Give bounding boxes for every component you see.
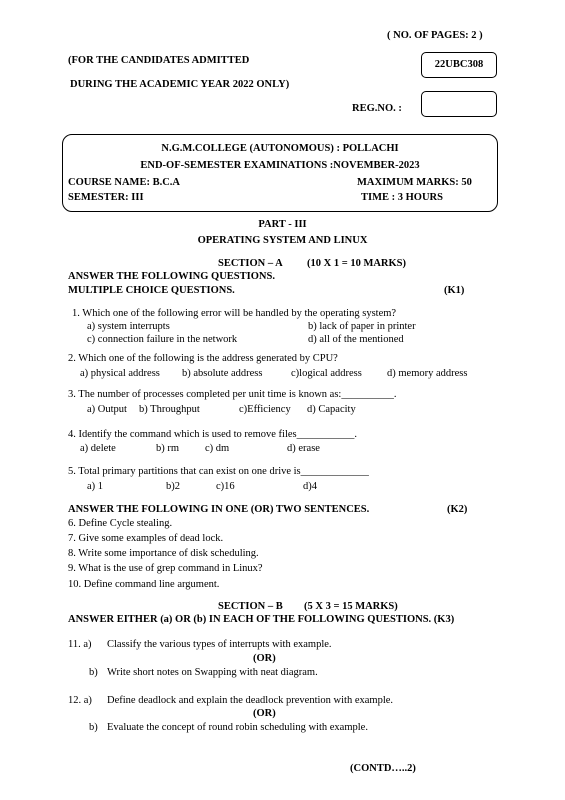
question-12a: Define deadlock and explain the deadlock prevention with example. <box>107 695 394 706</box>
k1-label: (K1) <box>444 285 465 296</box>
continued-footer: (CONTD…..2) <box>350 763 416 774</box>
question-7: 7. Give some examples of dead lock. <box>68 533 224 544</box>
exam-title: END-OF-SEMESTER EXAMINATIONS :NOVEMBER-2023 <box>140 160 420 171</box>
question-11-number: 11. a) <box>68 639 92 650</box>
q3-option-d: d) Capacity <box>307 404 356 415</box>
question-6: 6. Define Cycle stealing. <box>68 518 173 529</box>
question-8: 8. Write some importance of disk scheduling. <box>68 548 259 559</box>
part-title: PART - III <box>258 219 307 230</box>
question-2: 2. Which one of the following is the address generated by CPU? <box>68 353 338 364</box>
section-b-instruction: ANSWER EITHER (a) OR (b) IN EACH OF THE FOLLOWING QUESTIONS. (K3) <box>68 614 455 625</box>
question-3: 3. The number of processes completed per unit time is known as:__________. <box>68 389 397 400</box>
question-9: 9. What is the use of grep command in Linux? <box>68 563 263 574</box>
or-separator-1: (OR) <box>253 653 276 664</box>
q4-option-b: b) rm <box>156 443 180 454</box>
semester: SEMESTER: III <box>68 192 144 203</box>
question-12b: Evaluate the concept of round robin scheduling with example. <box>107 722 368 733</box>
question-12-number: 12. a) <box>68 695 92 706</box>
subject-code: 22UBC308 <box>434 59 484 70</box>
regno-field[interactable] <box>421 91 497 117</box>
q1-option-c: c) connection failure in the network <box>87 334 238 345</box>
question-11b-label: b) <box>89 667 98 678</box>
candidates-line-2: DURING THE ACADEMIC YEAR 2022 ONLY) <box>70 79 290 90</box>
or-separator-2: (OR) <box>253 708 276 719</box>
k2-label: (K2) <box>447 504 468 515</box>
section-a-instruction-3: ANSWER THE FOLLOWING IN ONE (OR) TWO SENTENCES. <box>68 504 370 515</box>
q5-option-d: d)4 <box>303 481 317 492</box>
q1-option-d: d) all of the mentioned <box>308 334 404 345</box>
question-1: 1. Which one of the following error will be handled by the operating system? <box>72 308 397 319</box>
question-12b-label: b) <box>89 722 98 733</box>
q4-option-a: a) delete <box>80 443 116 454</box>
q2-option-b: b) absolute address <box>182 368 263 379</box>
section-a-instruction-1: ANSWER THE FOLLOWING QUESTIONS. <box>68 271 275 282</box>
q2-option-a: a) physical address <box>80 368 160 379</box>
q2-option-d: d) memory address <box>387 368 468 379</box>
q5-option-b: b)2 <box>166 481 180 492</box>
q4-option-c: c) dm <box>205 443 230 454</box>
section-a-title: SECTION – A <box>218 258 283 269</box>
max-marks: MAXIMUM MARKS: 50 <box>357 177 472 188</box>
regno-label: REG.NO. : <box>352 103 402 114</box>
college-name: N.G.M.COLLEGE (AUTONOMOUS) : POLLACHI <box>161 143 399 154</box>
subject-title: OPERATING SYSTEM AND LINUX <box>197 235 368 246</box>
question-5: 5. Total primary partitions that can exist on one drive is_____________ <box>68 466 369 477</box>
section-a-marks: (10 X 1 = 10 MARKS) <box>307 258 407 269</box>
q3-option-b: b) Throughput <box>139 404 200 415</box>
question-10: 10. Define command line argument. <box>68 579 220 590</box>
exam-time: TIME : 3 HOURS <box>361 192 443 203</box>
question-11b: Write short notes on Swapping with neat diagram. <box>107 667 318 678</box>
q4-option-d: d) erase <box>287 443 320 454</box>
question-11a: Classify the various types of interrupts with example. <box>107 639 332 650</box>
q5-option-a: a) 1 <box>87 481 104 492</box>
q3-option-c: c)Efficiency <box>239 404 291 415</box>
q3-option-a: a) Output <box>87 404 127 415</box>
candidates-line-1: (FOR THE CANDIDATES ADMITTED <box>68 55 250 66</box>
q5-option-c: c)16 <box>216 481 235 492</box>
section-b-title: SECTION – B <box>218 601 283 612</box>
q1-option-a: a) system interrupts <box>87 321 170 332</box>
page-count: ( NO. OF PAGES: 2 ) <box>387 30 483 41</box>
subject-code-box <box>421 52 497 78</box>
q2-option-c: c)logical address <box>291 368 362 379</box>
section-a-instruction-2: MULTIPLE CHOICE QUESTIONS. <box>68 285 235 296</box>
section-b-marks: (5 X 3 = 15 MARKS) <box>304 601 398 612</box>
question-4: 4. Identify the command which is used to remove files___________. <box>68 429 357 440</box>
course-name: COURSE NAME: B.C.A <box>68 177 181 188</box>
q1-option-b: b) lack of paper in printer <box>308 321 416 332</box>
